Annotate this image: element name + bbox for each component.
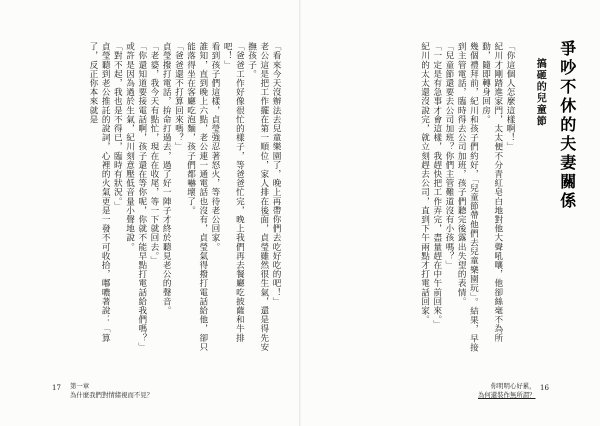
left-paragraph-4: 看到孩子們這樣，貞瑩強忍著怒火，等待老公回家。 (209, 42, 220, 252)
running-footer-right (478, 382, 536, 400)
left-paragraph-9: 「你還知道要接電話啊，孩子還在等你呢，你就不能早點打電話給我們嗎？」 (136, 42, 147, 352)
left-paragraph-11: 「對不起，我也是不得已，臨時有狀況。」 (112, 42, 123, 211)
running-footer-left (70, 382, 153, 400)
left-paragraph-5: 誰知，直到晚上六點，老公連一通電話也沒有，貞瑩氣得撥打電話給他，卻只能落得坐在客廳吃泡麵，孩子們都嚇壞了。 (185, 42, 208, 352)
left-paragraph-10: 或許是因為過於生氣，紀川刻意壓低音量小聲地說。 (124, 42, 135, 252)
right-paragraph-3: 幾個禮拜前，紀川和孩子們約好，「兒童節帶他們去兒童樂園玩」。結果，早接到主管電話，臨時得去公司加班，孩子們聽完後露出失望的表情。 (456, 42, 479, 352)
left-page-body (18, 42, 282, 360)
right-paragraph-1: 「你這個人怎麼這樣啊！」 (505, 42, 515, 152)
left-paragraph-12: 貞瑩聽到老公推託的說詞，心裡的火氣更是一發不可收拾，嘟噥著說：「算了，反正你本來就是 (87, 42, 111, 343)
right-paragraph-2: 紀川才剛踏進家門，太太便不分青紅皂白地對他大聲吼嚷，他卻絲毫不為所動，隨即轉身回房。 (480, 42, 503, 343)
left-paragraph-3: 「爸爸工作好像很忙的樣子，等爸爸忙完，晚上我們再去餐廳吃披薩和牛排吧！」 (222, 42, 245, 343)
footer-chapter-label: 第一章 (70, 382, 90, 390)
left-paragraph-8: 「老婆，我今天有點忙，現在在收尾，等一下就回去。」 (148, 42, 159, 266)
footer-book-title-2: 為何還裝作無所謂？ (478, 391, 536, 399)
section-heading: 搞砸的兒童節 (534, 58, 546, 127)
left-paragraph-6: 「爸爸還不打算回來嗎？」 (173, 42, 184, 152)
left-paragraph-2: 老公這是把工作擺在第一順位，家人排在後面，貞瑩雖然很生氣，還是得先安撫孩子。 (246, 42, 269, 352)
left-paragraph-1: 「看來今天沒辦法去兒童樂園了，晚上再帶你們去吃好吃的吧！」 (271, 42, 281, 306)
footer-chapter-title: 為什麼我們對情緒視而不見？ (70, 391, 154, 399)
page-number-left: 17 (52, 384, 61, 392)
left-paragraph-7: 貞瑩撥打電話，拚命打過去，過了好一陣子才終於聽見老公的聲音。 (161, 42, 172, 315)
right-page-body (320, 42, 516, 360)
right-paragraph-6: 紀川的太太還沒說完，就立刻趕去公司，直到下午兩點才打電話回家。 (419, 42, 430, 325)
footer-book-title-1: 你明明心好累， (490, 382, 536, 390)
chapter-title: 爭吵不休的夫妻關係 (557, 40, 577, 211)
page-number-right: 16 (540, 384, 549, 392)
right-paragraph-5: 「一定是有急事才會這樣，我趕快把工作弄完，盡量趕在中午前回來。」 (431, 42, 442, 329)
right-paragraph-4: 「兒童節還要去公司加班？你們主管難道沒有小孩嗎？」 (443, 42, 454, 270)
